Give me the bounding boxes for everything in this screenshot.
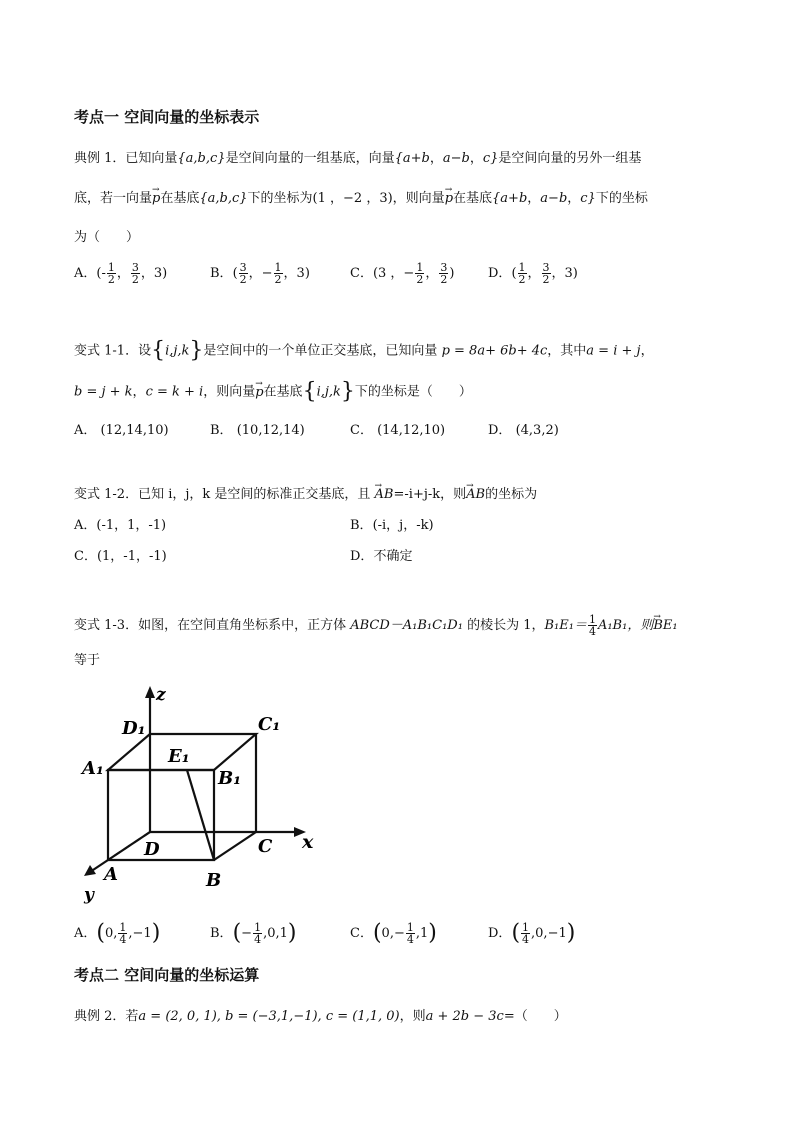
p-expression: p = 8a+ 6b+ 4c <box>441 343 548 359</box>
b1e1: B₁E₁＝ <box>544 618 587 633</box>
basis-ijk: i,j,k <box>316 384 341 400</box>
variant11-option-a[interactable] <box>74 422 169 440</box>
variant12-text: 变式 1-2．已知 i，j，k 是空间的标准正交基底，且 <box>74 487 371 502</box>
segment-be1 <box>187 770 214 860</box>
variant13-option-b[interactable]: B．(− $\frac{1}{4}$ ,0,1) <box>210 920 297 946</box>
vec-a-minus-b: a−b <box>540 191 568 206</box>
example1-line3: 为（ ） <box>74 230 140 245</box>
example2-tail: =（ ） <box>503 1009 567 1024</box>
variant13-option-c[interactable]: C．(0,− $\frac{1}{4}$ ,1) <box>350 920 437 946</box>
option-label: B． <box>210 266 233 281</box>
option-value: (-1，1，-1) <box>96 518 167 533</box>
example2-line1 <box>74 1008 567 1026</box>
front-face <box>108 770 214 860</box>
variant11-text: 是空间中的一个单位正交基底，已知向量 <box>203 343 438 359</box>
option-label: B． <box>350 518 373 533</box>
option-value: (12,14,10) <box>100 423 169 438</box>
variant12-text: =-i+j-k，则 <box>393 487 467 502</box>
example1-text: 在基底 <box>453 191 493 206</box>
variant12-option-c[interactable] <box>74 548 167 566</box>
label-b1: B₁ <box>218 768 242 789</box>
variant11-text: 在基底 <box>263 384 303 400</box>
vec-ab: → AB <box>375 486 394 504</box>
option-label: C． <box>350 423 373 438</box>
option-label: D． <box>488 266 512 281</box>
example1-text: 下的坐标为 <box>247 191 313 206</box>
variant12-option-b[interactable] <box>350 517 434 535</box>
example1-text: 下的坐标 <box>595 191 648 206</box>
variant13-text: 的棱长为 1， <box>467 618 545 633</box>
example2-vectors: a = (2, 0, 1), b = (−3,1,−1), c = (1,1, 0) <box>138 1009 400 1024</box>
option-label: D． <box>488 423 512 438</box>
variant13-line2: 等于 <box>74 653 101 668</box>
a-expression: a = i + j <box>586 343 641 359</box>
a1b1: A₁B₁，则 <box>597 618 654 633</box>
sep: ， <box>429 151 443 166</box>
example1-text: 是空间向量的一组基底，向量 <box>225 151 395 166</box>
option-label: C． <box>74 549 97 564</box>
coords: (1 ，−2 ，3) <box>312 191 393 206</box>
variant13-line1: 变式 1-3．如图，在空间直角坐标系中，正方体 ABCD－A₁B₁C₁D₁ 的棱长为 1，B₁E₁＝ $\frac{1}{4}$ A₁B₁，则→ BE₁ <box>74 614 678 637</box>
variant11-text: ，其中 <box>547 343 587 359</box>
variant11-option-b[interactable] <box>210 422 305 440</box>
vec-c: c} <box>580 191 596 206</box>
option-value: (10,12,14) <box>236 423 305 438</box>
option-value: (-i，j，-k) <box>372 518 434 533</box>
label-z: z <box>156 685 166 705</box>
cube-figure <box>70 682 330 912</box>
basis-abc: {a,b,c} <box>177 151 226 166</box>
variant12-text: 的坐标为 <box>485 487 538 502</box>
label-c1: C₁ <box>258 714 281 735</box>
option-label: C． <box>350 926 373 941</box>
option-label: A． <box>74 266 97 281</box>
example1-line1 <box>74 150 641 168</box>
option-value: (1，-1，-1) <box>96 549 167 564</box>
option-label: B． <box>210 926 233 941</box>
option-label: A． <box>74 518 97 533</box>
variant11-option-c[interactable] <box>350 422 445 440</box>
label-d: D <box>144 839 160 860</box>
label-x: x <box>302 831 314 853</box>
example2-lead: 典例 2．若 <box>74 1009 139 1024</box>
example1-option-a[interactable]: A．(- $\frac{1}{2}$ ， $\frac{3}{2}$ ，3) <box>74 261 168 286</box>
example1-text: ，则向量 <box>392 191 445 206</box>
vec-p: → p <box>152 190 160 208</box>
option-value: (14,12,10) <box>377 423 446 438</box>
label-a1: A₁ <box>82 758 104 779</box>
variant11-text: ，则向量 <box>203 384 256 400</box>
label-a: A <box>104 864 118 885</box>
z-axis-arrow <box>145 686 155 698</box>
variant12-option-a[interactable] <box>74 517 166 535</box>
example1-option-c[interactable]: C．(3 ，− $\frac{1}{2}$ ， $\frac{3}{2}$ ) <box>350 261 455 286</box>
edge-bc <box>214 832 256 860</box>
vec-a-plus-b: {a+b <box>492 191 528 206</box>
option-label: A． <box>74 926 97 941</box>
option-value: 不确定 <box>373 549 413 564</box>
vec-be1: → BE₁ <box>653 617 677 635</box>
vec-p: → p <box>445 190 453 208</box>
c-expression: c = k + i <box>145 384 204 400</box>
vec-a-plus-b: {a+b <box>394 151 430 166</box>
section-title-1: 考点一 空间向量的坐标表示 <box>74 108 260 126</box>
label-y: y <box>84 885 94 905</box>
variant11-lead: 变式 1-1．设 <box>74 343 152 359</box>
variant11-line1: 变式 1-1．设{i,j,k}是空间中的一个单位正交基底，已知向量 p = 8a+ 6b+ 4c，其中a = i + j， <box>74 338 654 363</box>
vec-c: c} <box>482 151 499 166</box>
basis-abc: {a,b,c} <box>199 191 248 206</box>
variant13-text: 变式 1-3．如图，在空间直角坐标系中，正方体 <box>74 618 347 633</box>
section-title-2: 考点二 空间向量的坐标运算 <box>74 966 260 984</box>
b-expression: b = j + k <box>74 384 133 400</box>
example1-lead: 典例 1．已知向量 <box>74 151 178 166</box>
vec-a-minus-b: a−b <box>442 151 470 166</box>
vec-p: → p <box>255 384 263 402</box>
variant11-option-d[interactable] <box>488 422 559 440</box>
label-d1: D₁ <box>122 718 146 739</box>
label-e1: E₁ <box>168 746 190 767</box>
example1-text: 底，若一向量 <box>74 191 153 206</box>
option-value: (4,3,2) <box>515 423 559 438</box>
example1-line2 <box>74 190 648 208</box>
cube-name: ABCD－A₁B₁C₁D₁ <box>350 618 463 633</box>
example1-text: 是空间向量的另外一组基 <box>498 151 642 166</box>
sep: ， <box>567 191 581 206</box>
variant12-line1 <box>74 486 537 504</box>
vec-ab: → AB <box>466 486 485 504</box>
example1-option-d[interactable]: D．( $\frac{1}{2}$ ， $\frac{3}{2}$ ，3) <box>488 261 578 286</box>
example1-text: 在基底 <box>160 191 200 206</box>
example1-option-b[interactable]: B．( $\frac{3}{2}$ ，− $\frac{1}{2}$ ，3) <box>210 261 310 286</box>
sep: ， <box>469 151 483 166</box>
option-label: C． <box>350 266 373 281</box>
option-label: D． <box>488 926 512 941</box>
basis-ijk: i,j,k <box>165 343 190 359</box>
example2-expression: a + 2b − 3c <box>425 1009 504 1024</box>
label-b: B <box>206 870 222 891</box>
variant12-option-d[interactable] <box>350 548 412 566</box>
label-c: C <box>258 836 273 857</box>
option-label: B． <box>210 423 233 438</box>
example2-text: ，则 <box>399 1009 426 1024</box>
option-label: A． <box>74 423 97 438</box>
variant11-line2: b = j + k，c = k + i，则向量→ p在基底{i,j,k}下的坐标是（ ） <box>74 383 472 402</box>
option-label: D． <box>350 549 374 564</box>
variant13-option-a[interactable]: A．(0, $\frac{1}{4}$ ,−1) <box>74 920 161 946</box>
variant13-option-d[interactable]: D．( $\frac{1}{4}$ ,0,−1) <box>488 920 576 946</box>
sep: ， <box>527 191 541 206</box>
variant11-text: 下的坐标是（ ） <box>354 384 472 400</box>
